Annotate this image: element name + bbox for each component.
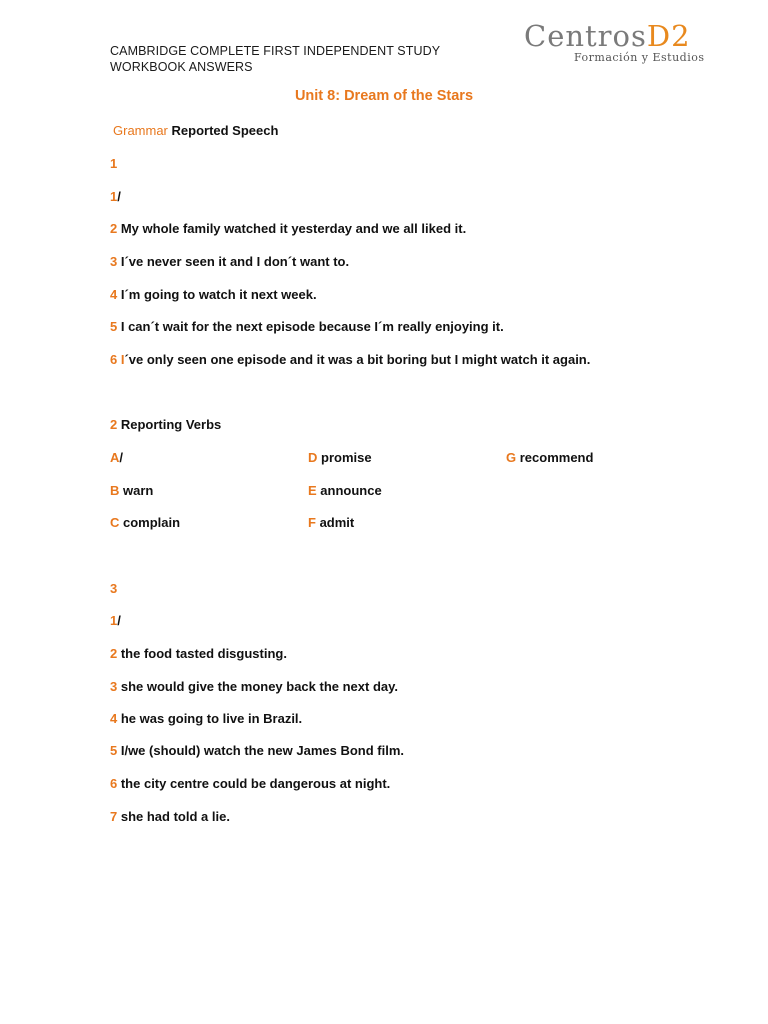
verb-option (308, 450, 372, 465)
option-text: announce (316, 483, 382, 498)
option-letter: B (110, 483, 120, 498)
section1-heading (110, 123, 278, 138)
answer-number: 3 (110, 679, 118, 694)
section3-answer (110, 743, 404, 758)
section1-answer (110, 352, 590, 367)
answer-number: 4 (110, 711, 118, 726)
answer-number: 5 (110, 743, 118, 758)
section3-answer (110, 809, 230, 824)
section3-answer (110, 776, 390, 791)
logo-wordmark (524, 20, 691, 52)
answer-text: the food tasted disgusting. (117, 646, 287, 661)
answer-number: 1 (110, 189, 118, 204)
answer-text: she had told a lie. (117, 809, 230, 824)
answer-text: / (117, 189, 121, 204)
answer-number: 3 (110, 254, 118, 269)
answer-text: I´m going to watch it next week. (117, 287, 317, 302)
option-letter: A (110, 450, 120, 465)
option-text: complain (119, 515, 181, 530)
section3-number-text: 3 (110, 581, 118, 596)
section1-answer (110, 189, 121, 204)
section3-answer (110, 679, 398, 694)
section1-number (110, 156, 117, 171)
verb-option (110, 483, 153, 498)
document-header (110, 43, 440, 75)
logo-accent-text: D2 (646, 19, 691, 53)
answer-number: 5 (110, 319, 118, 334)
option-letter: C (110, 515, 120, 530)
answer-number: 2 (110, 221, 118, 236)
option-text: promise (317, 450, 372, 465)
section1-topic: Reported Speech (171, 123, 279, 138)
answer-number: 2 (110, 646, 118, 661)
section1-answer (110, 319, 504, 334)
answer-number: 7 (110, 809, 118, 824)
header-line-2: WORKBOOK ANSWERS (110, 60, 253, 74)
answer-number: 6 I (110, 352, 125, 367)
section3-answer (110, 646, 287, 661)
answer-text: I can´t wait for the next episode because I´m really enjoying it. (117, 319, 504, 334)
logo-main-text: Centros (524, 19, 647, 53)
answer-text: I/we (should) watch the new James Bond film. (117, 743, 404, 758)
section1-number-text: 1 (110, 156, 118, 171)
section1-answer (110, 221, 466, 236)
section2-title: Reporting Verbs (117, 417, 222, 432)
option-letter: G (506, 450, 517, 465)
answer-text: I´ve never seen it and I don´t want to. (117, 254, 350, 269)
section2-number: 2 (110, 417, 118, 432)
answer-text: he was going to live in Brazil. (117, 711, 303, 726)
verb-option (110, 515, 180, 530)
section1-answer (110, 254, 349, 269)
answer-text: My whole family watched it yesterday and we all liked it. (117, 221, 467, 236)
header-line-1: CAMBRIDGE COMPLETE FIRST INDEPENDENT STUDY (110, 44, 441, 58)
verb-option (308, 483, 382, 498)
option-text: recommend (516, 450, 594, 465)
option-letter: D (308, 450, 318, 465)
section1-label: Grammar (113, 123, 168, 138)
option-text: warn (119, 483, 154, 498)
unit-title: Unit 8: Dream of the Stars (294, 88, 474, 104)
verb-option (308, 515, 354, 530)
verb-option (506, 450, 593, 465)
answer-number: 4 (110, 287, 118, 302)
section3-answer (110, 613, 121, 628)
option-text: / (119, 450, 124, 465)
answer-number: 6 (110, 776, 118, 791)
answer-text: / (117, 613, 121, 628)
centros-d2-logo (524, 20, 724, 66)
answer-text: the city centre could be dangerous at night. (117, 776, 391, 791)
answer-text: ´ve only seen one episode and it was a bit boring but I might watch it again. (124, 352, 591, 367)
answer-number: 1 (110, 613, 118, 628)
section2-heading (110, 417, 221, 432)
logo-tagline: Formación y Estudios (574, 51, 705, 64)
section1-answer (110, 287, 317, 302)
section3-number (110, 581, 117, 596)
option-letter: E (308, 483, 317, 498)
option-text: admit (315, 515, 355, 530)
verb-option (110, 450, 123, 465)
option-letter: F (308, 515, 316, 530)
answer-text: she would give the money back the next day. (117, 679, 399, 694)
section3-answer (110, 711, 302, 726)
